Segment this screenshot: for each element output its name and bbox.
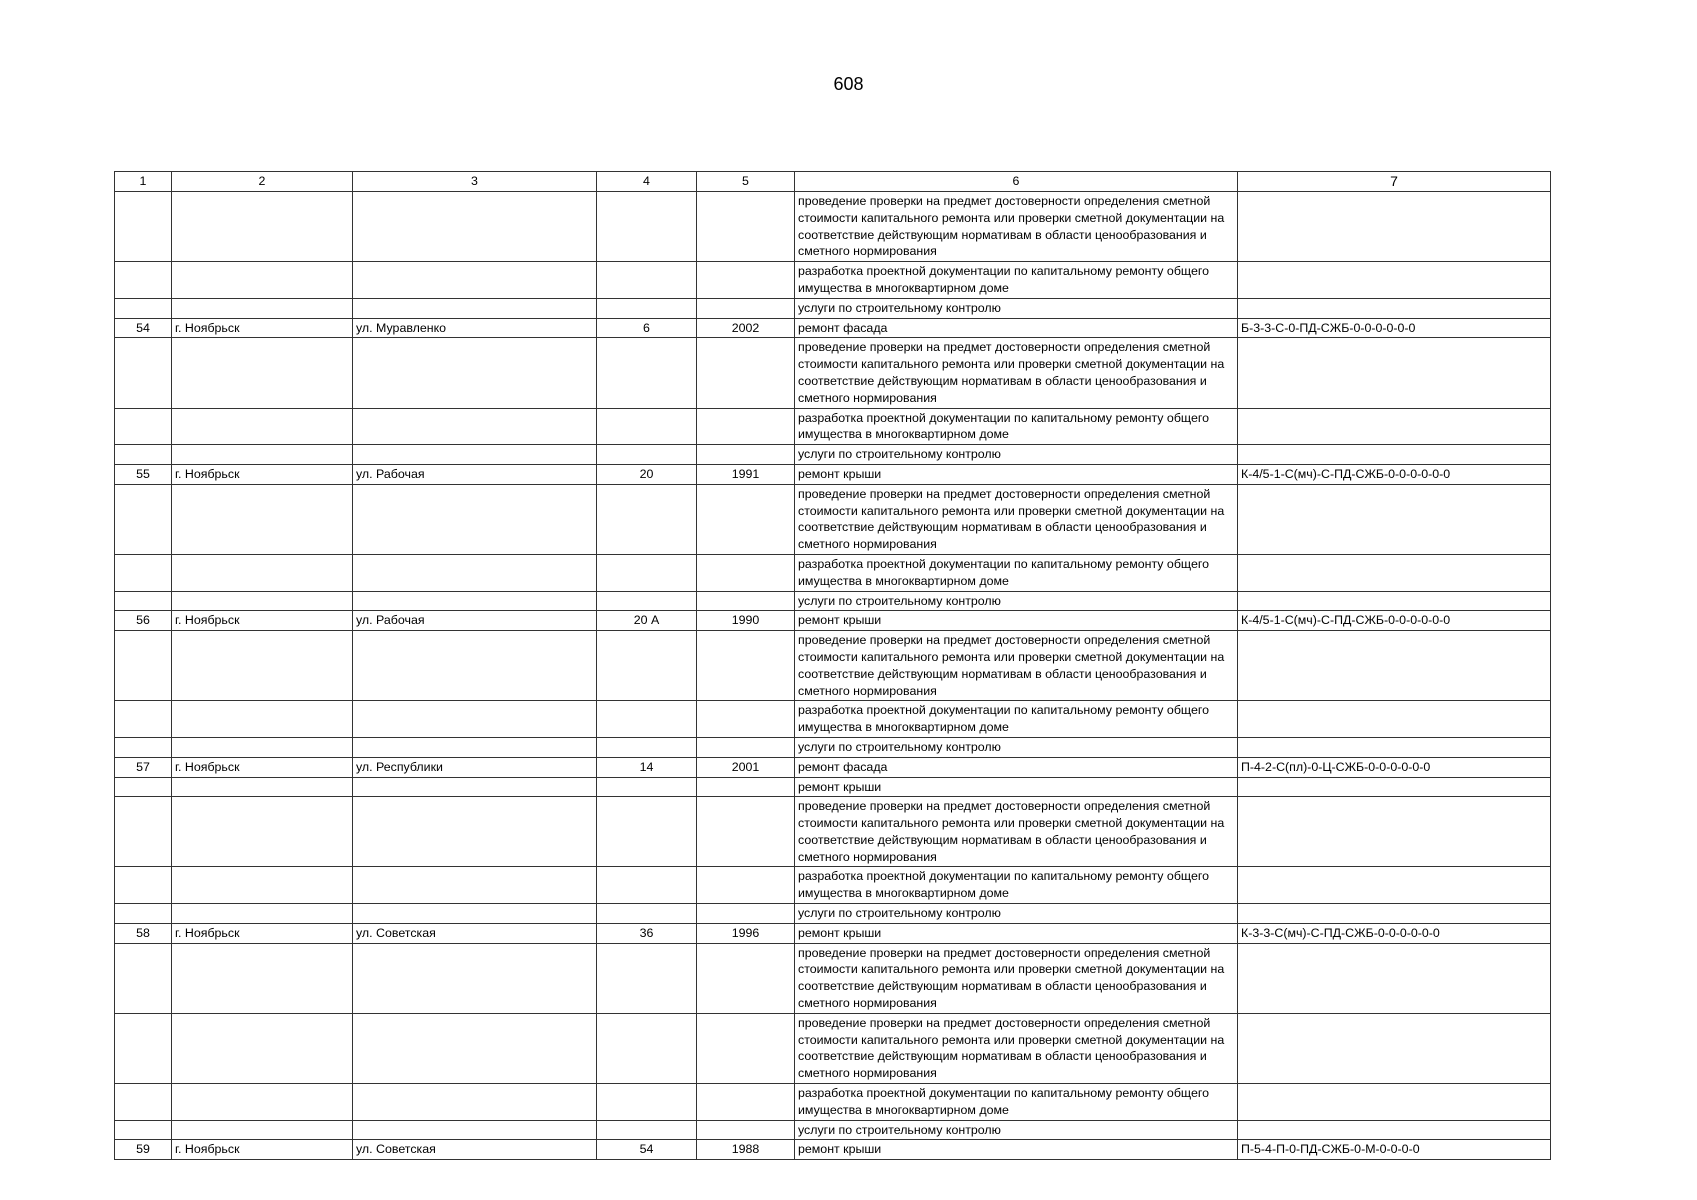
row-number-cell: 56 [115,611,172,631]
year-cell: 1990 [697,611,795,631]
city-cell [172,591,353,611]
column-header-5: 5 [697,172,795,192]
work-type-cell: услуги по строительному контролю [795,298,1238,318]
row-number-cell [115,408,172,445]
building-code-cell [1238,262,1551,299]
year-cell [697,631,795,701]
row-number-cell [115,701,172,738]
city-cell [172,904,353,924]
city-cell: г. Ноябрьск [172,923,353,943]
building-code-cell [1238,445,1551,465]
building-code-cell: К-3-3-С(мч)-С-ПД-СЖБ-0-0-0-0-0-0 [1238,923,1551,943]
table-body [115,192,1551,1160]
work-type-cell: ремонт крыши [795,777,1238,797]
table-row [115,445,1551,465]
house-number-cell: 36 [597,923,697,943]
work-type-cell: ремонт крыши [795,464,1238,484]
row-number-cell: 55 [115,464,172,484]
house-number-cell [597,943,697,1013]
city-cell: г. Ноябрьск [172,464,353,484]
table-row [115,591,1551,611]
row-number-cell [115,1120,172,1140]
work-type-cell: проведение проверки на предмет достоверности определения сметной стоимости капитального ремонта или проверки сметной документации на соответствие действующим нормативам в области ценообразования и сметного нормирования [795,1013,1238,1083]
table-row [115,757,1551,777]
column-header-7: 7 [1238,172,1551,192]
row-number-cell [115,1084,172,1121]
building-code-cell [1238,943,1551,1013]
table-row [115,484,1551,554]
row-number-cell [115,797,172,867]
street-cell: ул. Рабочая [353,464,597,484]
house-number-cell [597,484,697,554]
table-row [115,262,1551,299]
year-cell [697,445,795,465]
year-cell [697,797,795,867]
year-cell [697,1084,795,1121]
table-row [115,701,1551,738]
year-cell: 1988 [697,1140,795,1160]
header-row [115,172,1551,192]
work-type-cell: разработка проектной документации по капитальному ремонту общего имущества в многоквартирном доме [795,1084,1238,1121]
work-type-cell: услуги по строительному контролю [795,737,1238,757]
street-cell [353,262,597,299]
building-code-cell: П-5-4-П-0-ПД-СЖБ-0-М-0-0-0-0 [1238,1140,1551,1160]
street-cell [353,904,597,924]
street-cell [353,484,597,554]
street-cell [353,797,597,867]
row-number-cell: 57 [115,757,172,777]
building-code-cell [1238,904,1551,924]
year-cell [697,408,795,445]
table-row [115,943,1551,1013]
city-cell [172,484,353,554]
table-row [115,611,1551,631]
city-cell [172,1013,353,1083]
year-cell [697,298,795,318]
city-cell: г. Ноябрьск [172,318,353,338]
table-row [115,1140,1551,1160]
table-row [115,464,1551,484]
year-cell [697,943,795,1013]
city-cell [172,262,353,299]
city-cell [172,298,353,318]
building-code-cell: П-4-2-С(пл)-0-Ц-СЖБ-0-0-0-0-0-0 [1238,757,1551,777]
table-row [115,554,1551,591]
table-row [115,408,1551,445]
building-code-cell [1238,484,1551,554]
city-cell [172,631,353,701]
year-cell: 2001 [697,757,795,777]
table-row [115,797,1551,867]
city-cell [172,1120,353,1140]
row-number-cell [115,591,172,611]
work-type-cell: ремонт крыши [795,611,1238,631]
city-cell: г. Ноябрьск [172,1140,353,1160]
building-code-cell [1238,554,1551,591]
street-cell [353,631,597,701]
street-cell [353,338,597,408]
work-type-cell: ремонт крыши [795,923,1238,943]
year-cell: 1996 [697,923,795,943]
row-number-cell [115,484,172,554]
column-header-6: 6 [795,172,1238,192]
work-type-cell: услуги по строительному контролю [795,591,1238,611]
capital-repair-table [114,171,1551,1160]
row-number-cell [115,777,172,797]
work-type-cell: разработка проектной документации по капитальному ремонту общего имущества в многоквартирном доме [795,701,1238,738]
year-cell [697,1013,795,1083]
work-type-cell: разработка проектной документации по капитальному ремонту общего имущества в многоквартирном доме [795,867,1238,904]
table-row [115,1120,1551,1140]
street-cell: ул. Советская [353,923,597,943]
year-cell [697,904,795,924]
street-cell [353,591,597,611]
row-number-cell [115,737,172,757]
street-cell [353,1013,597,1083]
work-type-cell: ремонт фасада [795,318,1238,338]
row-number-cell [115,867,172,904]
street-cell: ул. Республики [353,757,597,777]
street-cell [353,777,597,797]
building-code-cell [1238,591,1551,611]
street-cell [353,408,597,445]
row-number-cell: 59 [115,1140,172,1160]
street-cell [353,1120,597,1140]
street-cell: ул. Рабочая [353,611,597,631]
year-cell [697,1120,795,1140]
year-cell [697,737,795,757]
row-number-cell: 54 [115,318,172,338]
year-cell [697,262,795,299]
table-row [115,737,1551,757]
house-number-cell [597,737,697,757]
house-number-cell [597,338,697,408]
table-row [115,192,1551,262]
column-header-4: 4 [597,172,697,192]
row-number-cell [115,338,172,408]
work-type-cell: проведение проверки на предмет достоверности определения сметной стоимости капитального ремонта или проверки сметной документации на соответствие действующим нормативам в области ценообразования и сметного нормирования [795,797,1238,867]
building-code-cell [1238,867,1551,904]
house-number-cell [597,904,697,924]
year-cell [697,701,795,738]
table-row [115,1013,1551,1083]
table-row [115,923,1551,943]
street-cell [353,1084,597,1121]
building-code-cell [1238,1120,1551,1140]
row-number-cell [115,943,172,1013]
table-row [115,298,1551,318]
street-cell: ул. Советская [353,1140,597,1160]
house-number-cell [597,631,697,701]
street-cell [353,445,597,465]
work-type-cell: проведение проверки на предмет достоверности определения сметной стоимости капитального ремонта или проверки сметной документации на соответствие действующим нормативам в области ценообразования и сметного нормирования [795,631,1238,701]
row-number-cell [115,445,172,465]
street-cell [353,943,597,1013]
table-row [115,867,1551,904]
house-number-cell [597,408,697,445]
city-cell [172,1084,353,1121]
row-number-cell [115,904,172,924]
row-number-cell [115,298,172,318]
row-number-cell: 58 [115,923,172,943]
house-number-cell: 20 А [597,611,697,631]
work-type-cell: ремонт фасада [795,757,1238,777]
house-number-cell [597,554,697,591]
work-type-cell: ремонт крыши [795,1140,1238,1160]
row-number-cell [115,1013,172,1083]
building-code-cell [1238,631,1551,701]
row-number-cell [115,262,172,299]
table-row [115,1084,1551,1121]
building-code-cell [1238,737,1551,757]
city-cell [172,338,353,408]
city-cell [172,737,353,757]
house-number-cell: 14 [597,757,697,777]
work-type-cell: разработка проектной документации по капитальному ремонту общего имущества в многоквартирном доме [795,262,1238,299]
year-cell [697,484,795,554]
work-type-cell: проведение проверки на предмет достоверности определения сметной стоимости капитального ремонта или проверки сметной документации на соответствие действующим нормативам в области ценообразования и сметного нормирования [795,943,1238,1013]
building-code-cell [1238,777,1551,797]
building-code-cell [1238,1084,1551,1121]
column-header-3: 3 [353,172,597,192]
work-type-cell: услуги по строительному контролю [795,445,1238,465]
house-number-cell [597,262,697,299]
work-type-cell: проведение проверки на предмет достоверности определения сметной стоимости капитального ремонта или проверки сметной документации на соответствие действующим нормативам в области ценообразования и сметного нормирования [795,338,1238,408]
house-number-cell [597,701,697,738]
house-number-cell: 54 [597,1140,697,1160]
table-row [115,777,1551,797]
building-code-cell [1238,298,1551,318]
house-number-cell [597,797,697,867]
house-number-cell [597,298,697,318]
city-cell [172,554,353,591]
city-cell [172,797,353,867]
work-type-cell: разработка проектной документации по капитальному ремонту общего имущества в многоквартирном доме [795,554,1238,591]
street-cell: ул. Муравленко [353,318,597,338]
house-number-cell [597,1120,697,1140]
building-code-cell [1238,192,1551,262]
city-cell [172,701,353,738]
street-cell [353,737,597,757]
building-code-cell [1238,701,1551,738]
work-type-cell: услуги по строительному контролю [795,1120,1238,1140]
table-row [115,338,1551,408]
house-number-cell [597,777,697,797]
city-cell: г. Ноябрьск [172,611,353,631]
building-code-cell [1238,338,1551,408]
year-cell [697,338,795,408]
house-number-cell [597,591,697,611]
street-cell [353,701,597,738]
building-code-cell: К-4/5-1-С(мч)-С-ПД-СЖБ-0-0-0-0-0-0 [1238,464,1551,484]
building-code-cell [1238,1013,1551,1083]
work-type-cell: проведение проверки на предмет достоверности определения сметной стоимости капитального ремонта или проверки сметной документации на соответствие действующим нормативам в области ценообразования и сметного нормирования [795,484,1238,554]
house-number-cell [597,192,697,262]
work-type-cell: проведение проверки на предмет достоверности определения сметной стоимости капитального ремонта или проверки сметной документации на соответствие действующим нормативам в области ценообразования и сметного нормирования [795,192,1238,262]
city-cell [172,943,353,1013]
city-cell [172,867,353,904]
street-cell [353,192,597,262]
page-number: 608 [833,74,864,94]
house-number-cell: 20 [597,464,697,484]
building-code-cell [1238,797,1551,867]
house-number-cell [597,1084,697,1121]
column-header-1: 1 [115,172,172,192]
year-cell [697,554,795,591]
street-cell [353,554,597,591]
row-number-cell [115,192,172,262]
house-number-cell [597,867,697,904]
city-cell: г. Ноябрьск [172,757,353,777]
column-header-2: 2 [172,172,353,192]
row-number-cell [115,554,172,591]
year-cell [697,867,795,904]
year-cell [697,777,795,797]
year-cell [697,591,795,611]
house-number-cell: 6 [597,318,697,338]
building-code-cell: Б-3-3-С-0-ПД-СЖБ-0-0-0-0-0-0 [1238,318,1551,338]
city-cell [172,192,353,262]
house-number-cell [597,445,697,465]
row-number-cell [115,631,172,701]
work-type-cell: разработка проектной документации по капитальному ремонту общего имущества в многоквартирном доме [795,408,1238,445]
building-code-cell: К-4/5-1-С(мч)-С-ПД-СЖБ-0-0-0-0-0-0 [1238,611,1551,631]
house-number-cell [597,1013,697,1083]
street-cell [353,867,597,904]
table-row [115,904,1551,924]
year-cell: 1991 [697,464,795,484]
year-cell [697,192,795,262]
city-cell [172,777,353,797]
work-type-cell: услуги по строительному контролю [795,904,1238,924]
city-cell [172,445,353,465]
city-cell [172,408,353,445]
building-code-cell [1238,408,1551,445]
table-row [115,631,1551,701]
table-row [115,318,1551,338]
year-cell: 2002 [697,318,795,338]
street-cell [353,298,597,318]
